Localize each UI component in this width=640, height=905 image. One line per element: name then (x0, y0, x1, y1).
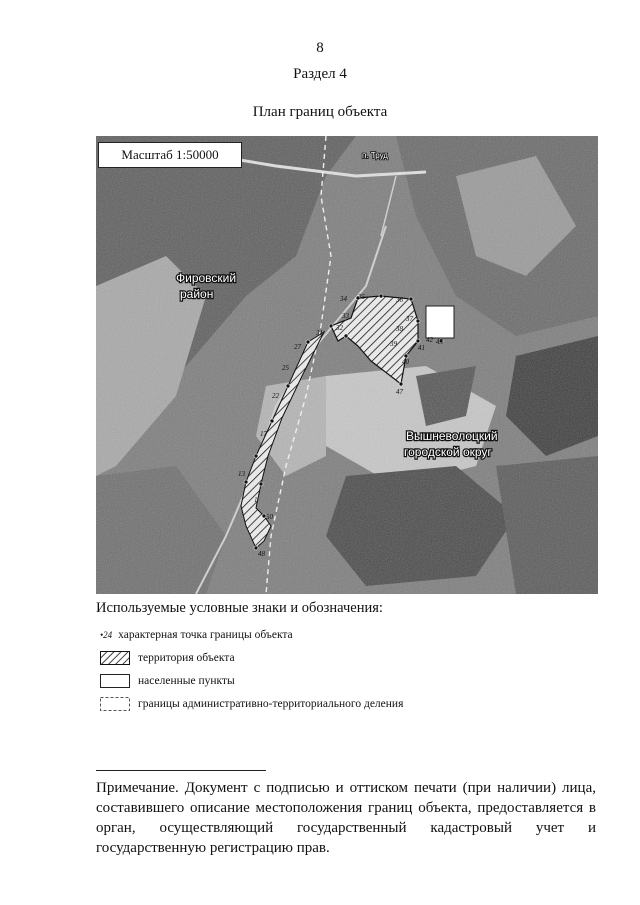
dashed-box-icon (100, 697, 130, 711)
legend-label: характерная точка границы объекта (118, 629, 293, 641)
point-label: 27 (294, 343, 301, 351)
point-label: 34 (340, 295, 347, 303)
point-label: 17 (260, 430, 267, 438)
point-symbol-icon: •24 (100, 630, 113, 640)
map-image (96, 136, 598, 594)
legend-title: Используемые условные знаки и обозначения: (96, 600, 383, 616)
section-heading: Раздел 4 (293, 66, 347, 82)
point-label: 42 (426, 336, 433, 344)
point-label: 32 (336, 324, 343, 332)
point-label: 31 (316, 329, 323, 337)
point-label: 35 (358, 293, 365, 301)
legend-item-admin-boundary (100, 697, 403, 711)
scale-label: Масштаб 1:50000 (98, 142, 242, 168)
point-label: 41 (418, 344, 425, 352)
point-label: 48 (258, 550, 265, 558)
point-label: 36 (396, 296, 403, 304)
boundary-map (96, 136, 598, 594)
point-label: 33 (342, 312, 349, 320)
legend-item-point (100, 629, 293, 641)
point-label: 37 (406, 315, 413, 323)
footnote-divider (96, 770, 266, 771)
district-label-right-2: городской округ (404, 445, 492, 459)
legend-item-territory (100, 651, 235, 665)
district-label-left-2: район (180, 287, 214, 301)
legend-item-settlement (100, 674, 235, 688)
point-label: 43 (436, 338, 443, 346)
point-label: 1 (254, 496, 258, 504)
point-label: 47 (396, 388, 403, 396)
point-label: 50 (266, 513, 273, 521)
point-label: 22 (272, 392, 279, 400)
hatch-icon (100, 651, 130, 665)
point-label: 38 (396, 325, 403, 333)
point-label: 40 (402, 358, 409, 366)
plan-title: План границ объекта (252, 104, 388, 120)
point-label: 25 (282, 364, 289, 372)
settlement-label: п. Труд (362, 151, 388, 160)
point-example: 24 (103, 630, 113, 640)
legend-label: населенные пункты (138, 675, 235, 687)
point-label: 39 (390, 340, 397, 348)
district-label-left-1: Фировский (176, 271, 237, 285)
legend-label: границы административно-территориального деления (138, 698, 404, 710)
page-number: 8 (316, 40, 324, 56)
legend-label: территория объекта (138, 652, 235, 664)
settlement-box-icon (100, 674, 130, 688)
district-label-right-1: Вышневолоцкий (406, 429, 498, 443)
footnote-text: Примечание. Документ с подписью и оттиском печати (при наличии) лица, составившего описание местоположения границ объекта, предоставляется в орган, осуществляющий государственный кадастровый учет и государственную регистрацию прав. (96, 780, 596, 856)
point-label: 13 (238, 470, 245, 478)
